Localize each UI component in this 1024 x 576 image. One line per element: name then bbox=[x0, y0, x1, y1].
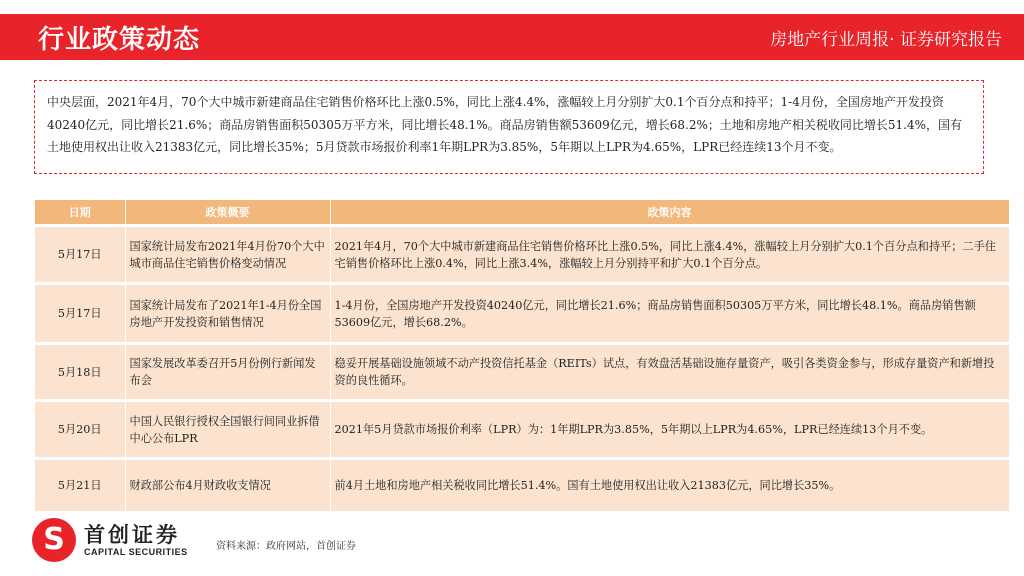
row-content: 2021年4月，70个大中城市新建商品住宅销售价格环比上涨0.5%，同比上涨4.4%，涨幅较上月分别扩大0.1个百分点和持平；二手住宅销售价格环比上涨0.4%，同比上涨3.4%，涨幅较上月分别持平和扩大0.1个百分点。 bbox=[330, 226, 1009, 284]
row-date: 5月20日 bbox=[35, 401, 125, 459]
logo-name-cn: 首创证券 bbox=[84, 523, 180, 547]
company-logo bbox=[32, 518, 188, 562]
logo-name-en: CAPITAL SECURITIES bbox=[84, 547, 188, 557]
page-title: 行业政策动态 bbox=[38, 24, 201, 55]
row-date: 5月17日 bbox=[35, 226, 125, 284]
report-subtitle: 房地产行业周报· 证券研究报告 bbox=[770, 29, 1002, 50]
row-summary: 国家统计局发布2021年4月份70个大中城市商品住宅销售价格变动情况 bbox=[125, 226, 330, 284]
summary-box: 中央层面，2021年4月，70个大中城市新建商品住宅销售价格环比上涨0.5%，同比上涨4.4%，涨幅较上月分别扩大0.1个百分点和持平；1-4月份，全国房地产开发投资40240亿元，同比增长21.6%；商品房销售面积50305万平方米，同比增长48.1%。商品房销售额53609亿元，增长68.2%；土地和房地产相关税收同比增长51.4%，国有土地使用权出让收入21383亿元，同比增长35%；5月贷款市场报价利率1年期LPR为3.85%，5年期以上LPR为4.65%，LPR已经连续13个月不变。 bbox=[34, 80, 984, 174]
row-content: 2021年5月贷款市场报价利率（LPR）为：1年期LPR为3.85%，5年期以上LPR为4.65%，LPR已经连续13个月不变。 bbox=[330, 401, 1009, 459]
page-header bbox=[0, 14, 1024, 60]
row-content: 前4月土地和房地产相关税收同比增长51.4%。国有土地使用权出让收入21383亿元，同比增长35%。 bbox=[330, 459, 1009, 512]
table-row bbox=[35, 344, 1009, 401]
row-summary: 中国人民银行授权全国银行间同业拆借中心公布LPR bbox=[125, 401, 330, 459]
row-date: 5月18日 bbox=[35, 344, 125, 401]
table-header-row bbox=[35, 200, 1009, 226]
row-content: 稳妥开展基础设施领域不动产投资信托基金（REITs）试点，有效盘活基础设施存量资产，吸引各类资金参与，形成存量资产和新增投资的良性循环。 bbox=[330, 344, 1009, 401]
header-summary: 政策概要 bbox=[125, 200, 330, 226]
table-row bbox=[35, 284, 1009, 344]
row-summary: 财政部公布4月财政收支情况 bbox=[125, 459, 330, 512]
table-row bbox=[35, 401, 1009, 459]
logo-mark-icon: S bbox=[32, 518, 76, 562]
table-row bbox=[35, 459, 1009, 512]
source-note: 资料来源：政府网站，首创证券 bbox=[216, 541, 356, 552]
row-summary: 国家统计局发布了2021年1-4月份全国房地产开发投资和销售情况 bbox=[125, 284, 330, 344]
row-date: 5月21日 bbox=[35, 459, 125, 512]
row-date: 5月17日 bbox=[35, 284, 125, 344]
row-content: 1-4月份，全国房地产开发投资40240亿元，同比增长21.6%；商品房销售面积50305万平方米，同比增长48.1%。商品房销售额53609亿元，增长68.2%。 bbox=[330, 284, 1009, 344]
policy-table bbox=[35, 200, 1010, 511]
row-summary: 国家发展改革委召开5月份例行新闻发布会 bbox=[125, 344, 330, 401]
header-content: 政策内容 bbox=[330, 200, 1009, 226]
header-date: 日期 bbox=[35, 200, 125, 226]
table-row bbox=[35, 226, 1009, 284]
